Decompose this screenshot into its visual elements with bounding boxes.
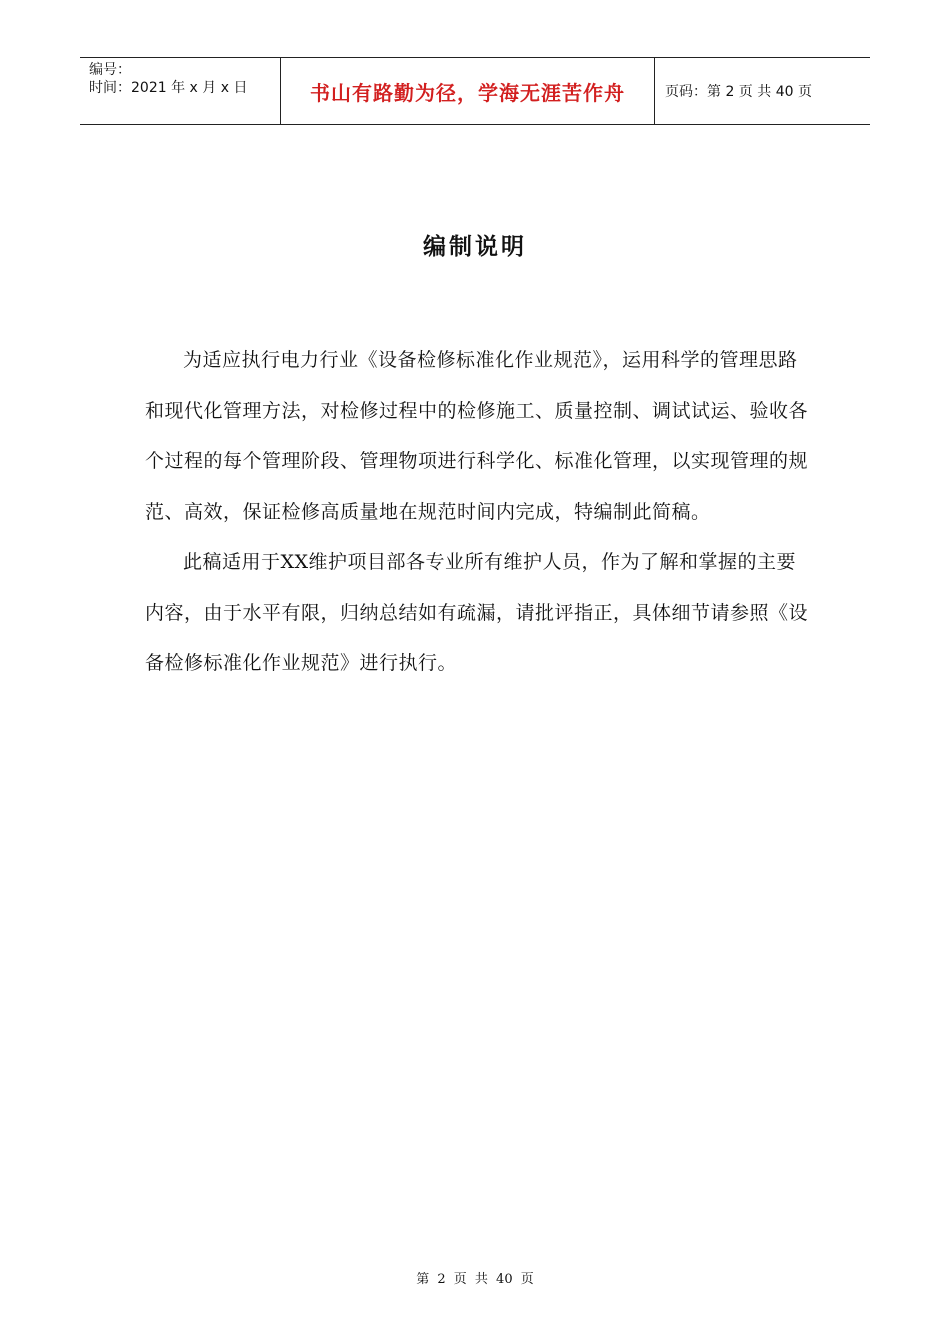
document-body: [145, 335, 810, 689]
header-page-code: 页码：第 2 页 共 40 页: [665, 84, 812, 100]
body-paragraph: 此稿适用于XX维护项目部各专业所有维护人员，作为了解和掌握的主要内容，由于水平有限，归纳总结如有疏漏，请批评指正，具体细节请参照《设备检修标准化作业规范》进行执行。: [145, 551, 809, 674]
header-motto-cell: [281, 58, 655, 124]
header-page-cell: [655, 58, 870, 124]
page-footer: 第 2 页 共 40 页: [416, 1272, 534, 1287]
header-motto: 书山有路勤为径，学海无涯苦作舟: [310, 80, 625, 105]
page-header: [80, 57, 870, 125]
document-time-label: 时间：2021 年 x 月 x 日: [89, 80, 248, 96]
document-number-label: 编号：: [89, 62, 131, 78]
document-title: 编制说明: [423, 234, 527, 260]
body-paragraph: 为适应执行电力行业《设备检修标准化作业规范》，运用科学的管理思路和现代化管理方法，对检修过程中的检修施工、质量控制、调试试运、验收各个过程的每个管理阶段、管理物项进行科学化、标准化管理，以实现管理的规范、高效，保证检修高质量地在规范时间内完成，特编制此简稿。: [145, 349, 809, 523]
header-meta-cell: [80, 58, 281, 124]
